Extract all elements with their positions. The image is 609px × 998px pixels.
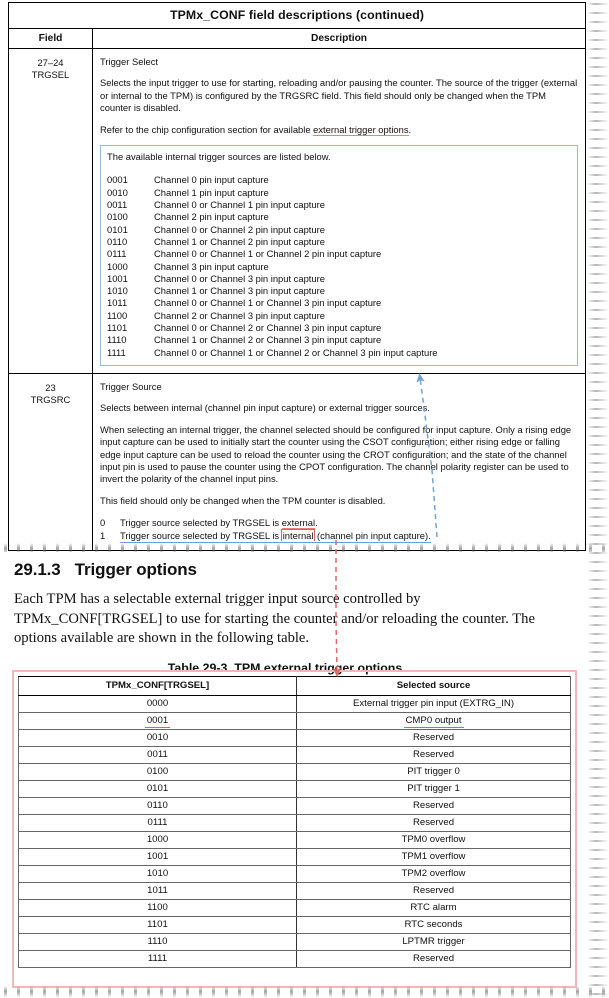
table-row [19,832,571,849]
field-title: Trigger Select [100,56,159,67]
trigger-code: 0010 [107,186,128,198]
cell-selected-source: RTC seconds [297,917,571,934]
internal-trigger-sources-box [100,145,578,366]
trigger-desc: Channel 0 or Channel 1 or Channel 2 or Channel 3 pin input capture [154,346,438,358]
cell-selected-source: Reserved [297,747,571,764]
trigger-source-item [107,310,571,322]
column-header-description: Description [93,29,586,49]
bit-desc-tail: . [315,517,318,529]
cell-selected-source-text: CMP0 output [405,715,462,726]
cell-selected-source: TPM1 overflow [297,849,571,866]
section-paragraph-line: Each TPM has a selectable external trigger input source controlled by [14,591,421,607]
field-cell-trgsrc [9,373,93,550]
table-row [19,798,571,815]
trigger-source-item [107,224,571,236]
trigger-desc: Channel 0 or Channel 1 or Channel 3 pin input capture [154,297,382,309]
trgsrc-paragraph-1: Selects between internal (channel pin input capture) or external trigger sources. [100,402,430,414]
trgsel-period: . [408,123,412,135]
trigger-source-item [107,261,571,273]
trgsrc-paragraph-3: This field should only be changed when the TPM counter is disabled. [100,494,386,506]
field-name: TRGSEL [31,69,70,81]
section-title: Trigger options [74,560,197,579]
trigger-code: 0110 [107,235,128,247]
cell-trgsel-code: 0101 [19,781,297,798]
cell-selected-source: Reserved [297,883,571,900]
cell-trgsel-code [19,713,297,730]
bit-desc-lead: Trigger source selected by TRGSEL is [120,517,282,529]
trigger-source-item [107,347,571,359]
cell-selected-source: Reserved [297,951,571,968]
trigger-code: 0100 [107,211,128,223]
bit-value-row [100,516,578,529]
trigger-desc: Channel 0 or Channel 3 pin input capture [154,272,325,284]
table-row [19,696,571,713]
cell-trgsel-code: 0010 [19,730,297,747]
section-paragraph-line: TPMx_CONF[TRGSEL] to use for starting the counter and/or reloading the counter. The [14,610,535,627]
cell-trgsel-code: 1111 [19,951,297,968]
table-row [19,900,571,917]
trgsrc-bit-values [100,516,578,543]
tpm-external-trigger-options-table [18,676,571,968]
cell-selected-source: PIT trigger 0 [297,764,571,781]
trigger-code: 1011 [107,297,128,309]
trigger-options-section-fragment [0,552,609,998]
trgsel-paragraph-2 [100,124,578,136]
bit-code: 1 [100,530,106,542]
table-row [19,764,571,781]
trigger-code: 0011 [107,199,128,211]
table-caption: Table 29-3. TPM external trigger options [167,660,403,675]
column-header-trgsel: TPMx_CONF[TRGSEL] [19,677,297,696]
trigger-code: 0001 [107,174,128,186]
cell-selected-source: TPM2 overflow [297,866,571,883]
cell-trgsel-code-text: 0001 [146,715,169,726]
trigger-desc: Channel 1 or Channel 3 pin input capture [154,285,325,297]
bit-code: 0 [100,517,106,529]
trigger-desc: Channel 2 pin input capture [154,211,269,223]
table-row [19,730,571,747]
external-mark: external [281,517,316,529]
trigger-desc: Channel 1 pin input capture [154,186,269,198]
table-title: TPMx_CONF field descriptions (continued) [9,3,586,29]
trigger-desc: Channel 0 or Channel 2 pin input capture [154,223,325,235]
field-bits: 23 [45,381,56,393]
table-row [19,781,571,798]
cell-trgsel-code: 1011 [19,883,297,900]
bit-desc [120,516,318,529]
cell-trgsel-code: 0111 [19,815,297,832]
trgsrc-paragraph-2: When selecting an internal trigger, the channel selected should be configured for input capture. Only a rising edge input capture can be used to initially start the counter using the CSOT configuration; either rising edge or falling edge input capture can be used to reload the counter using the CROT configuration; and the state of the channel input pin is used to pause the counter using the CPOT configuration. The channel polarity register can be used to invert the polarity of the channel input pins. [100,423,572,485]
field-cell-trgsel [9,49,93,374]
table-row [19,866,571,883]
trigger-source-item [107,273,571,285]
cell-trgsel-code: 0000 [19,696,297,713]
section-paragraph-line: options available are shown in the following table. [14,630,310,646]
trigger-desc: Channel 1 or Channel 2 pin input capture [154,235,325,247]
description-cell-trgsrc [93,373,586,550]
bit-desc [120,529,431,543]
trigger-code: 1100 [107,309,128,321]
cell-selected-source: Reserved [297,815,571,832]
trigger-source-item [107,297,571,309]
trigger-desc: Channel 3 pin input capture [154,260,269,272]
trigger-source-list [107,174,571,358]
cell-selected-source [297,713,571,730]
cell-selected-source: RTC alarm [297,900,571,917]
trigger-source-item [107,322,571,334]
table-header-row [9,29,586,49]
field-bits: 27–24 [37,57,64,68]
trigger-code: 0111 [107,248,127,260]
cell-trgsel-code: 1010 [19,866,297,883]
trigger-desc: Channel 2 or Channel 3 pin input capture [154,309,325,321]
trigger-source-item [107,285,571,297]
table-row [19,917,571,934]
table-row [19,747,571,764]
trigger-desc: Channel 0 or Channel 1 pin input capture [154,199,325,211]
trigger-source-item [107,199,571,211]
trigger-source-item [107,187,571,199]
trigger-source-item [107,174,571,186]
table-row-trgsel [9,49,586,374]
bit-value-row [100,529,578,543]
trigger-source-item [107,236,571,248]
trigger-desc: Channel 0 pin input capture [154,174,269,186]
trigger-code: 1000 [107,260,128,272]
trigger-code: 1110 [107,334,127,346]
cell-selected-source: TPM0 overflow [297,832,571,849]
trigger-box-lead: The available internal trigger sources are listed below. [107,151,331,163]
table-row [19,849,571,866]
cell-selected-source: Reserved [297,730,571,747]
table-row-trgsrc [9,373,586,550]
trigger-desc: Channel 0 or Channel 1 or Channel 2 pin input capture [154,248,382,260]
trigger-code: 1010 [107,285,128,297]
cell-selected-source: PIT trigger 1 [297,781,571,798]
trigger-code: 0101 [107,223,128,235]
internal-mark: internal [282,530,314,542]
cell-selected-source: External trigger pin input (EXTRG_IN) [297,696,571,713]
table-title-row [9,3,586,29]
table-row [19,951,571,968]
trigger-source-item [107,211,571,223]
trgsel-refer-text: Refer to the chip configuration section for available [100,123,314,135]
trigger-code: 1001 [107,272,128,284]
bit-desc-tail: (channel pin input capture). [314,530,431,542]
trigger-desc: Channel 1 or Channel 2 or Channel 3 pin input capture [154,334,382,346]
cell-trgsel-code: 1001 [19,849,297,866]
column-header-selected-source: Selected source [297,677,571,696]
table-row [19,815,571,832]
field-title: Trigger Source [100,380,162,392]
tpmx-conf-field-description-table [8,2,586,551]
section-heading [14,560,580,580]
cell-trgsel-code: 1110 [19,934,297,951]
trigger-desc: Channel 0 or Channel 2 or Channel 3 pin input capture [154,322,382,333]
table-row-highlighted [19,713,571,730]
trigger-code: 1101 [107,322,128,333]
trigger-source-item [107,334,571,346]
section-paragraph [14,590,562,649]
cell-trgsel-code: 0110 [19,798,297,815]
description-cell-trgsel [93,49,586,374]
trgsel-paragraph-1: Selects the input trigger to use for starting, reloading and/or pausing the counter. The source of the trigger (external or internal to the TPM) is configured by the TRGSRC field. This field should only be changed when the TPM counter is disabled. [100,77,578,114]
cell-selected-source: Reserved [297,798,571,815]
table-row [19,934,571,951]
bit-desc-lead: Trigger source selected by TRGSEL is [120,530,282,542]
trigger-code: 1111 [107,346,126,358]
table-header-row [19,677,571,696]
column-header-field: Field [9,29,93,49]
table-row [19,883,571,900]
cell-trgsel-code: 1100 [19,900,297,917]
cell-trgsel-code: 1000 [19,832,297,849]
register-table-sheet [8,2,586,551]
section-number: 29.1.3 [14,560,61,579]
cell-trgsel-code: 0100 [19,764,297,781]
field-name: TRGSRC [30,394,71,406]
external-trigger-options-mark: external trigger options [313,123,409,135]
cell-selected-source: LPTMR trigger [297,934,571,951]
trigger-source-item [107,248,571,260]
cell-trgsel-code: 1101 [19,917,297,934]
section-body [14,556,580,681]
cell-trgsel-code: 0011 [19,747,297,764]
